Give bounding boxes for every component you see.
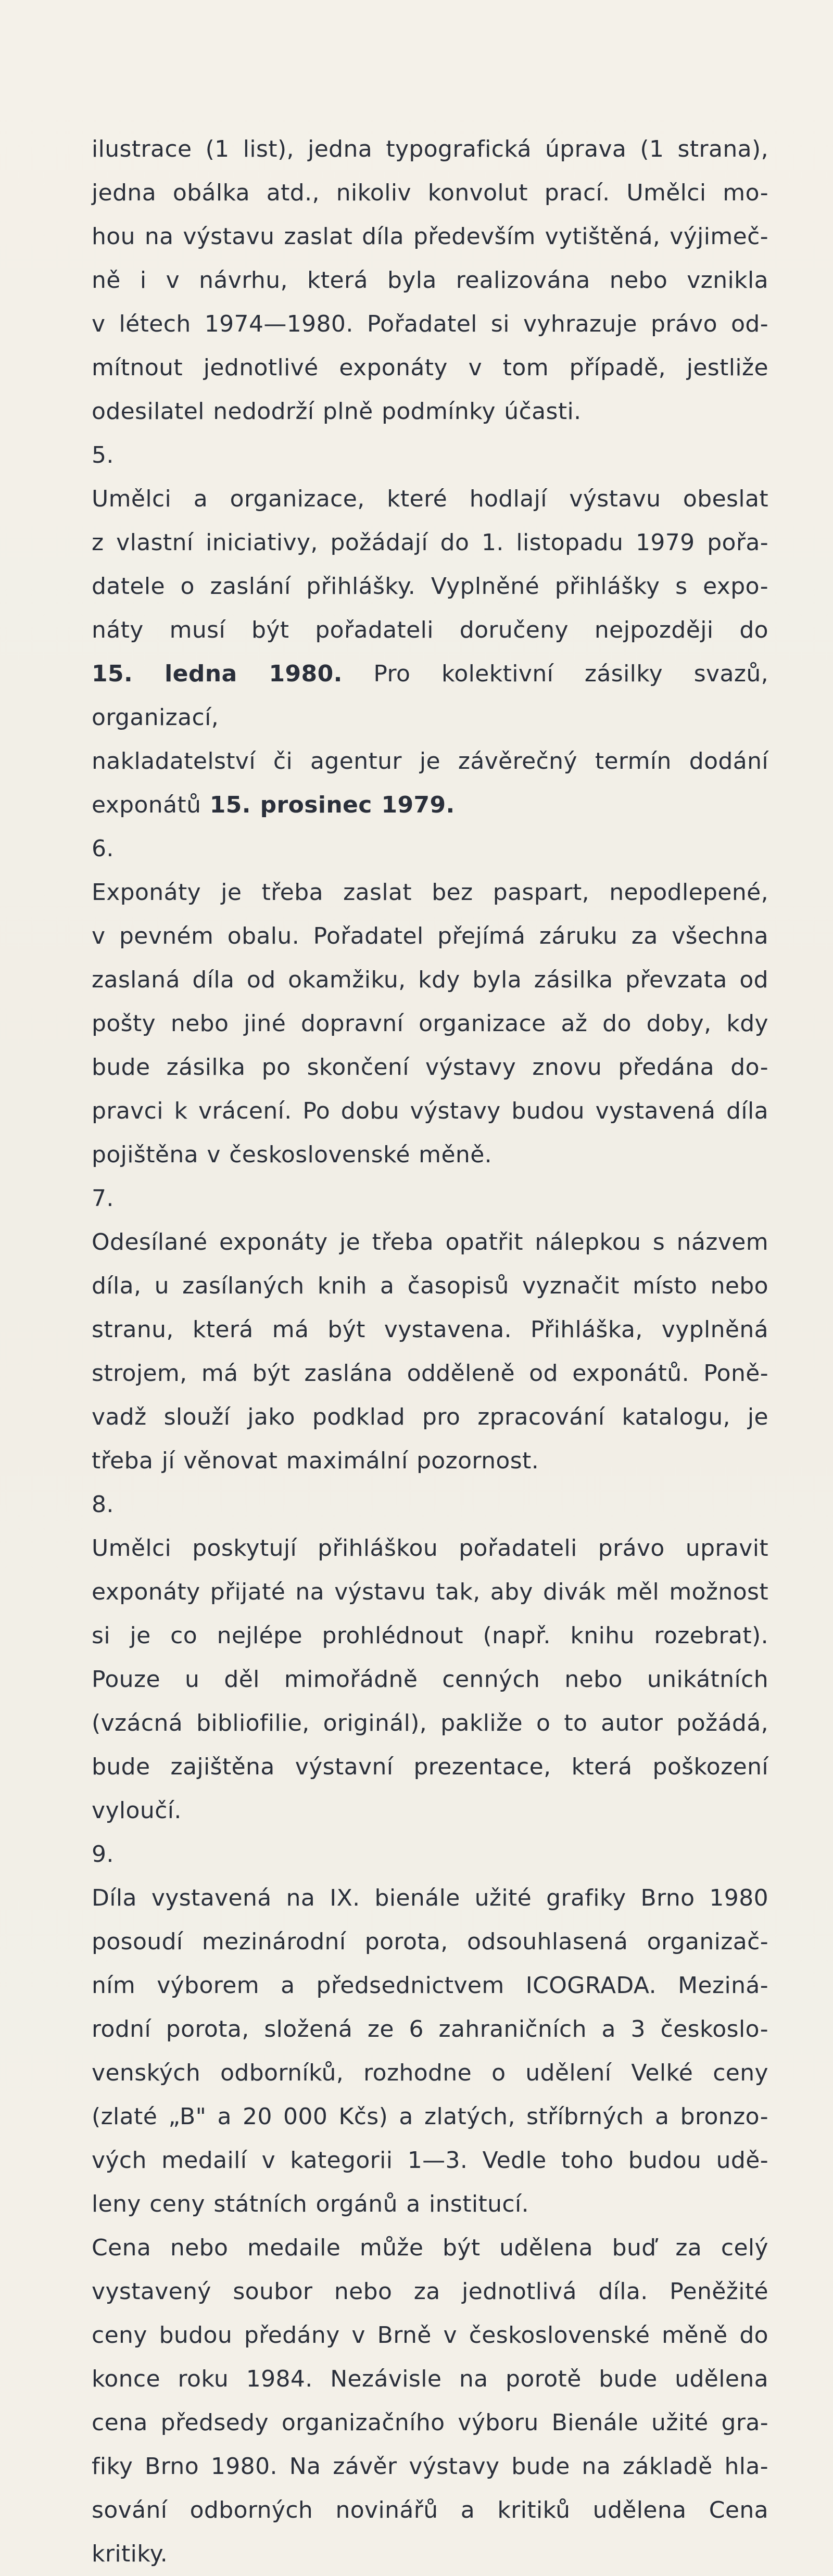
text-line: fiky Brno 1980. Na závěr výstavy bude na základě hla-	[92, 2453, 768, 2480]
text-line: náty musí být pořadateli doručeny nejpozději do	[92, 617, 768, 643]
text-line: pojištěna v československé měně.	[92, 1141, 493, 1168]
text-line: cena předsedy organizačního výboru Bienále užité gra-	[92, 2409, 768, 2436]
section-5-paragraph	[92, 477, 768, 827]
text-line: Exponáty je třeba zaslat bez paspart, nepodlepené,	[92, 879, 768, 906]
text-line-mixed	[92, 652, 768, 740]
text-line: zaslaná díla od okamžiku, kdy byla zásilka převzata od	[92, 967, 768, 993]
text-line: Díla vystavená na IX. bienále užité grafiky Brno 1980	[92, 1885, 768, 1911]
text-line: z vlastní iniciativy, požádají do 1. listopadu 1979 pořa-	[92, 529, 768, 556]
text-line: Pouze u děl mimořádně cenných nebo unikátních	[92, 1666, 768, 1693]
text-line: ním výborem a předsednictvem ICOGRADA. Meziná-	[92, 1972, 768, 1999]
section-7-paragraph	[92, 1221, 768, 1483]
text-line: kritiky.	[92, 2541, 168, 2567]
section-9-paragraph	[92, 1876, 768, 2576]
text-line: vyloučí.	[92, 1797, 182, 1824]
text-line: leny ceny státních orgánů a institucí.	[92, 2191, 529, 2217]
text-line: sování odborných novinářů a kritiků udělena Cena	[92, 2497, 768, 2523]
text-line: konce roku 1984. Nezávisle na porotě bude udělena	[92, 2366, 768, 2392]
text-line: exponáty přijaté na výstavu tak, aby divák měl možnost	[92, 1579, 768, 1605]
text-line: rodní porota, složená ze 6 zahraničních a 3 českoslo-	[92, 2016, 768, 2042]
text-line-mixed	[92, 783, 768, 827]
text-line: bude zajištěna výstavní prezentace, která poškození	[92, 1754, 768, 1780]
text-line: vadž slouží jako podklad pro zpracování katalogu, je	[92, 1404, 768, 1430]
text-line: v létech 1974—1980. Pořadatel si vyhrazuje právo od-	[92, 311, 768, 337]
text-line: mítnout jednotlivé exponáty v tom případě, jestliže	[92, 354, 768, 381]
text-line: jedna obálka atd., nikoliv konvolut prací. Umělci mo-	[92, 180, 768, 206]
text-line: vystavený soubor nebo za jednotlivá díla. Peněžité	[92, 2278, 768, 2305]
text-line: hou na výstavu zaslat díla především vytištěná, výjimeč-	[92, 223, 768, 250]
deadline-date: 15. ledna 1980.	[92, 661, 343, 687]
section-6-paragraph	[92, 871, 768, 1177]
text-line: vých medailí v kategorii 1—3. Vedle toho budou udě-	[92, 2147, 768, 2174]
text-line: bude zásilka po skončení výstavy znovu předána do-	[92, 1054, 768, 1081]
text-line: ceny budou předány v Brně v československé měně do	[92, 2322, 768, 2349]
text-line: posoudí mezinárodní porota, odsouhlasená organizač-	[92, 1928, 768, 1955]
section-8-paragraph	[92, 1527, 768, 1833]
intro-paragraph	[92, 128, 768, 434]
text-line: odesilatel nedodrží plně podmínky účasti.	[92, 398, 582, 425]
text-span: exponátů	[92, 792, 210, 818]
text-line: datele o zaslání přihlášky. Vyplněné přihlášky s expo-	[92, 573, 768, 600]
text-line: Umělci a organizace, které hodlají výstavu obeslat	[92, 486, 768, 512]
text-line: třeba jí věnovat maximální pozornost.	[92, 1448, 539, 1474]
text-line: (zlaté „B" a 20 000 Kčs) a zlatých, stříbrných a bronzo-	[92, 2103, 768, 2130]
text-line: ilustrace (1 list), jedna typografická úprava (1 strana),	[92, 136, 768, 162]
section-number: 9.	[92, 1841, 114, 1868]
text-line: Cena nebo medaile může být udělena buď za celý	[92, 2235, 768, 2261]
text-line: nakladatelství či agentur je závěrečný termín dodání	[92, 748, 768, 775]
section-number: 8.	[92, 1491, 114, 1518]
text-line: strojem, má být zaslána odděleně od exponátů. Poně-	[92, 1360, 768, 1387]
section-number: 6.	[92, 835, 114, 862]
text-line: venských odborníků, rozhodne o udělení Velké ceny	[92, 2060, 768, 2086]
text-span: Pro kolektivní zásilky svazů, organizací,	[92, 661, 768, 731]
section-number: 5.	[92, 442, 114, 468]
text-line: pošty nebo jiné dopravní organizace až do doby, kdy	[92, 1010, 768, 1037]
text-line: díla, u zasílaných knih a časopisů vyznačit místo nebo	[92, 1273, 768, 1299]
document-body	[92, 128, 768, 2576]
text-line: stranu, která má být vystavena. Přihláška, vyplněná	[92, 1316, 768, 1343]
text-line: pravci k vrácení. Po dobu výstavy budou vystavená díla	[92, 1098, 768, 1124]
text-line: Umělci poskytují přihláškou pořadateli právo upravit	[92, 1535, 768, 1562]
text-line: si je co nejlépe prohlédnout (např. knihu rozebrat).	[92, 1622, 768, 1649]
text-line: v pevném obalu. Pořadatel přejímá záruku za všechna	[92, 923, 768, 949]
text-line: ně i v návrhu, která byla realizována nebo vznikla	[92, 267, 768, 294]
deadline-date: 15. prosinec 1979.	[209, 792, 455, 818]
text-line: Odesílané exponáty je třeba opatřit nálepkou s názvem	[92, 1229, 768, 1255]
text-line: (vzácná bibliofilie, originál), pakliže o to autor požádá,	[92, 1710, 768, 1736]
section-number: 7.	[92, 1185, 114, 1212]
